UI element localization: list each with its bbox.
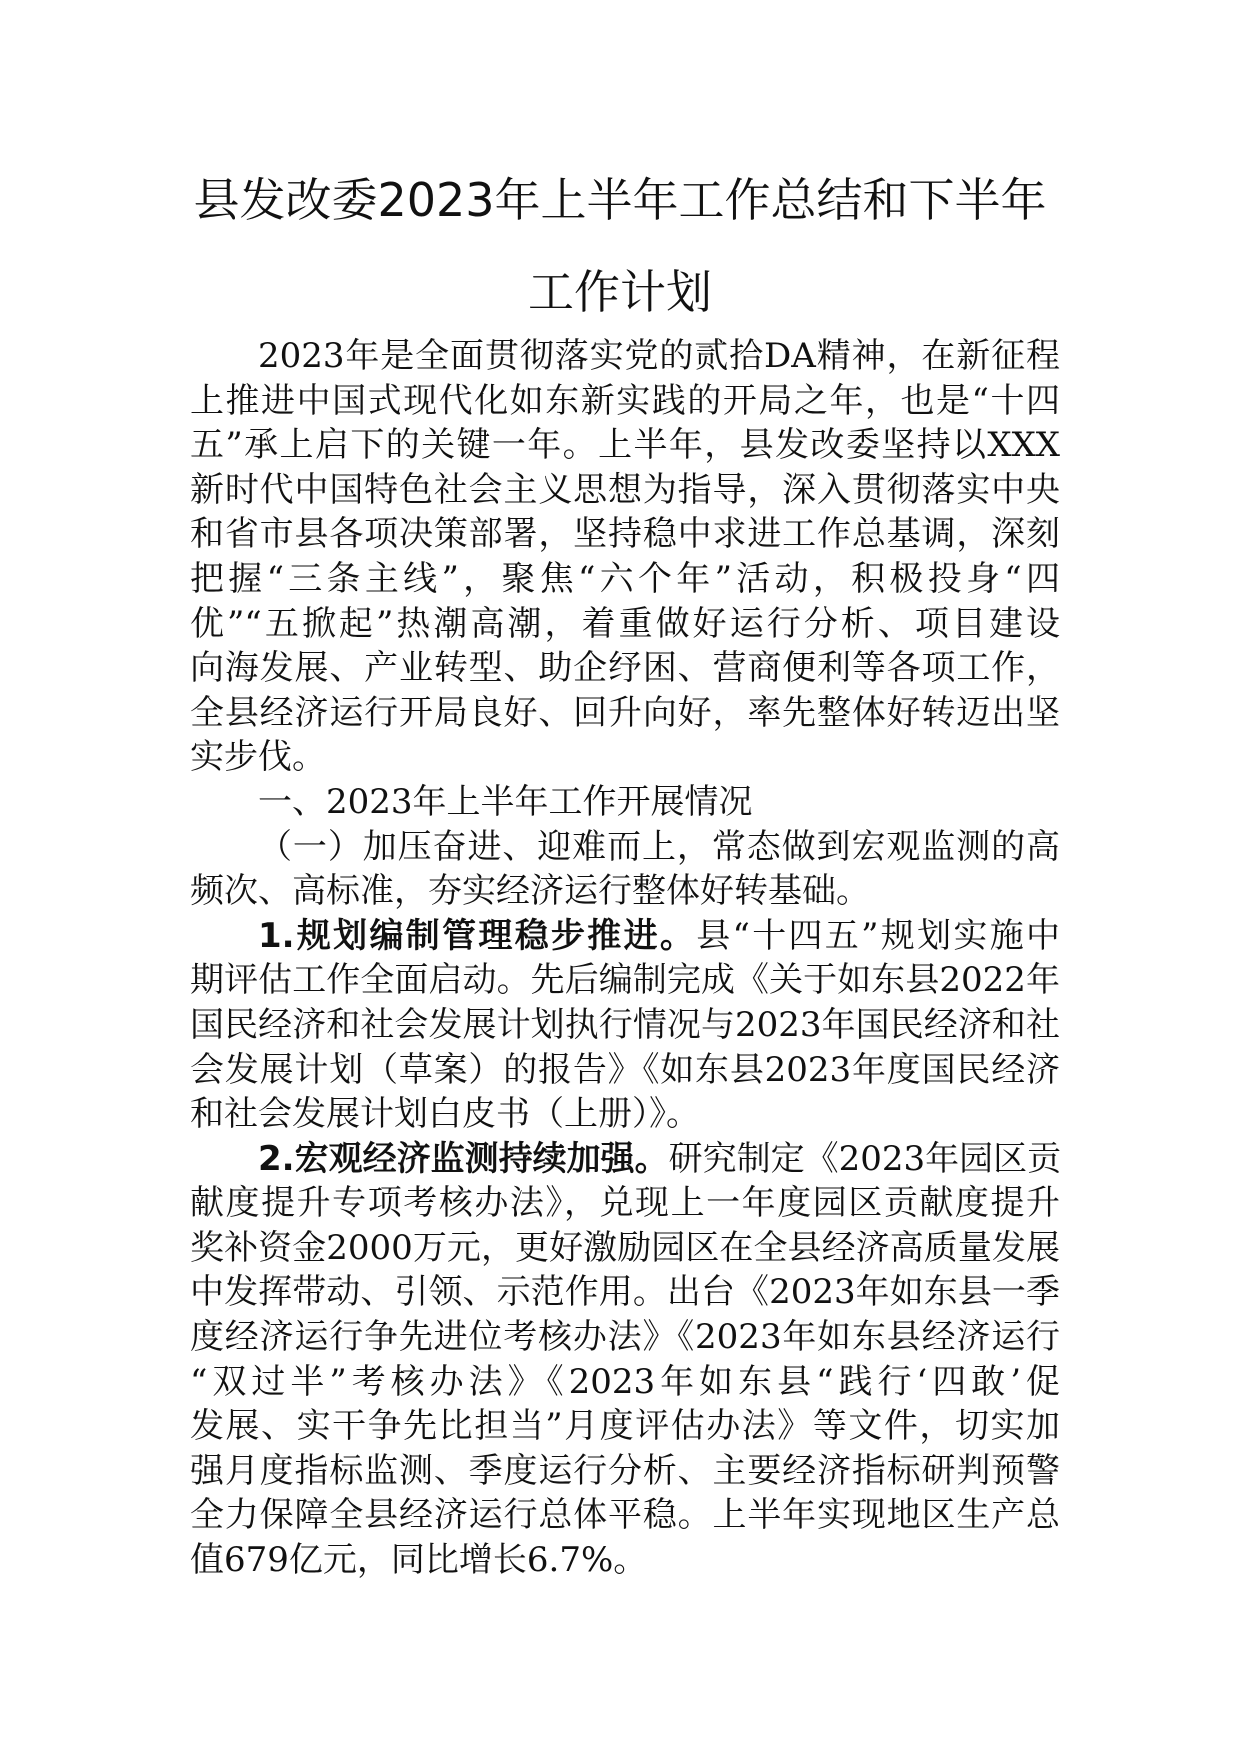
text-line: 期评估工作全面启动。先后编制完成《关于如东县2022年	[190, 960, 1060, 1001]
subsection-heading: （一）加压奋进、迎难而上，常态做到宏观监测的高	[258, 826, 1060, 867]
text-line: 度经济运行争先进位考核办法》《2023年如东县经济运行	[190, 1317, 1060, 1358]
text-line: 值679亿元，同比增长6.7%。	[190, 1540, 648, 1581]
text-line: 全县经济运行开局良好、回升向好，率先整体好转迈出坚	[190, 692, 1060, 733]
text-line: 实步伐。	[190, 737, 326, 778]
text-line: 向海发展、产业转型、助企纾困、营商便利等各项工作，	[190, 648, 1060, 689]
text-line: 中发挥带动、引领、示范作用。出台《2023年如东县一季	[190, 1272, 1060, 1313]
document-body	[190, 334, 1060, 1583]
text-line: 五”承上启下的关键一年。上半年，县发改委坚持以XXX	[190, 425, 1060, 466]
text-line: 优”“五掀起”热潮高潮，着重做好运行分析、项目建设	[190, 603, 1060, 644]
text-line: 把握“三条主线”，聚焦“六个年”活动，积极投身“四	[190, 558, 1060, 599]
text-line: 会发展计划（草案）的报告》《如东县2023年度国民经济	[190, 1049, 1060, 1090]
text-line: 全力保障全县经济运行总体平稳。上半年实现地区生产总	[190, 1495, 1060, 1536]
item-text: 研究制定《2023年园区贡	[668, 1138, 1062, 1179]
text-line: 奖补资金2000万元，更好激励园区在全县经济高质量发展	[190, 1227, 1060, 1268]
text-line: 国民经济和社会发展计划执行情况与2023年国民经济和社	[190, 1004, 1060, 1045]
section-heading: 一、2023年上半年工作开展情况	[258, 781, 753, 822]
document-title-line2: 工作计划	[528, 265, 712, 319]
document-title-line1: 县发改委2023年上半年工作总结和下半年	[193, 173, 1047, 227]
text-line	[190, 914, 1060, 959]
text-line: 强月度指标监测、季度运行分析、主要经济指标研判预警	[190, 1450, 1060, 1491]
text-line: 新时代中国特色社会主义思想为指导，深入贯彻落实中央	[190, 469, 1060, 510]
text-line: 上推进中国式现代化如东新实践的开局之年，也是“十四	[190, 380, 1060, 421]
text-line	[190, 1137, 1060, 1182]
item-heading: 2.宏观经济监测持续加强。	[258, 1138, 669, 1179]
text-line: 和省市县各项决策部署，坚持稳中求进工作总基调，深刻	[190, 514, 1060, 555]
text-line: 2023年是全面贯彻落实党的贰拾DA精神，在新征程	[258, 336, 1060, 376]
text-line: “双过半”考核办法》《2023年如东县“践行‘四敢’促	[190, 1361, 1060, 1402]
item-text: 县“十四五”规划实施中	[696, 915, 1060, 956]
item-heading: 1.规划编制管理稳步推进。	[258, 915, 697, 956]
text-line: 发展、实干争先比担当”月度评估办法》等文件，切实加	[190, 1406, 1060, 1447]
text-line: 献度提升专项考核办法》，兑现上一年度园区贡献度提升	[190, 1183, 1060, 1224]
subsection-heading: 频次、高标准，夯实经济运行整体好转基础。	[190, 871, 870, 912]
text-line: 和社会发展计划白皮书（上册）》。	[190, 1094, 700, 1135]
